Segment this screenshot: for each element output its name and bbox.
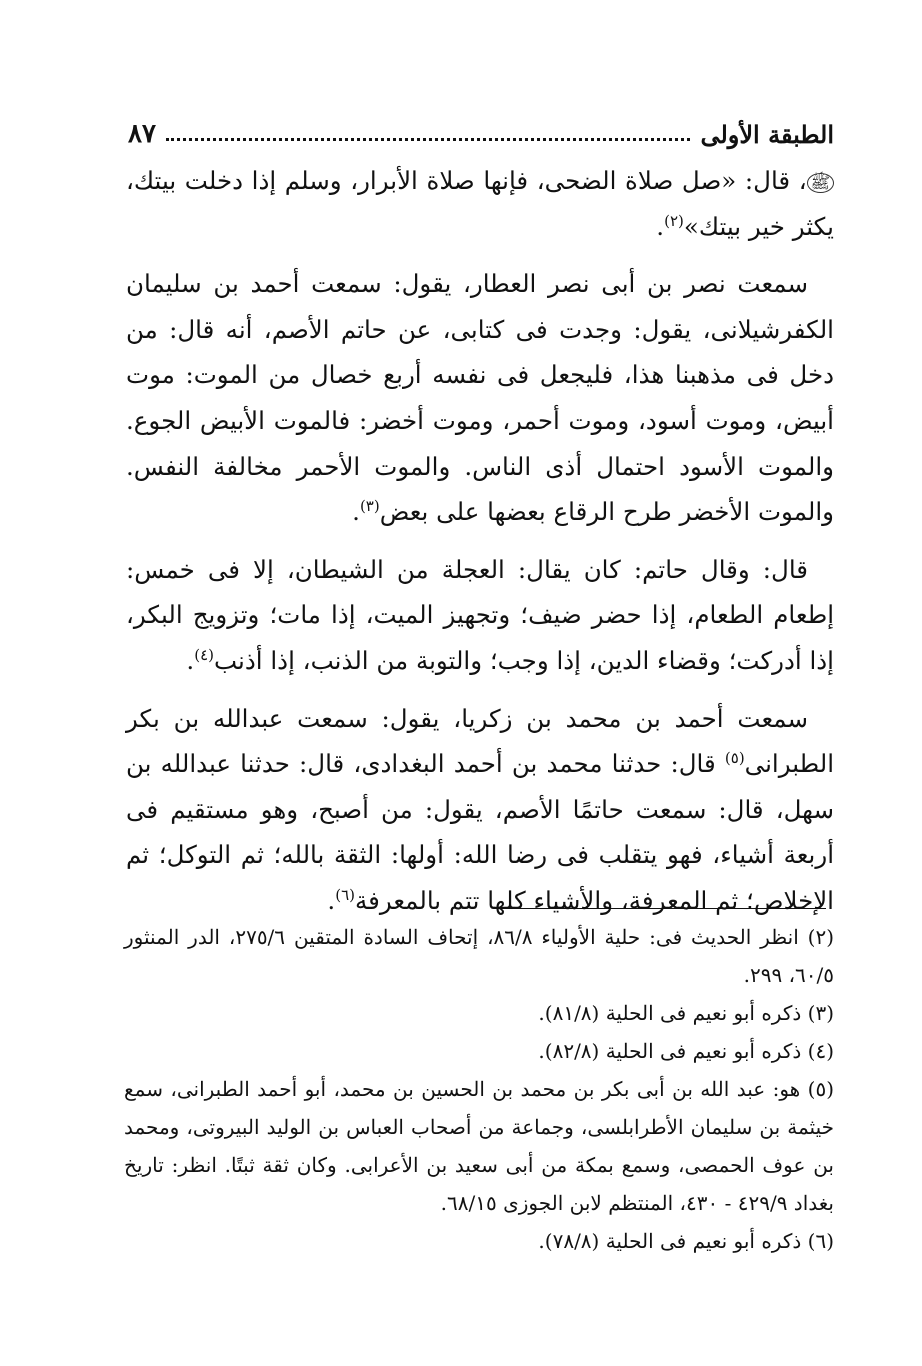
running-header <box>128 112 834 156</box>
footnote-ref-6: (٦) <box>335 885 355 904</box>
footnote-4: (٤) ذكره أبو نعيم فى الحلية (٨٢/٨). <box>538 1039 834 1063</box>
footnotes <box>124 918 834 1260</box>
paragraph-3-end: . <box>186 645 195 675</box>
pbuh-honorific: ﷺ <box>807 173 834 193</box>
main-text <box>126 158 834 924</box>
page-number: ٨٧ <box>128 119 156 149</box>
paragraph-1 <box>126 158 834 249</box>
paragraph-4-text-a: سمعت أحمد بن محمد بن زكريا، يقول: سمعت عبدالله بن بكر الطبرانى <box>126 703 834 779</box>
footnote-ref-4: (٤) <box>194 645 214 664</box>
footnote-2: (٢) انظر الحديث فى: حلية الأولياء ٨٦/٨، إتحاف السادة المتقين ٢٧٥/٦، الدر المنثور ٦٠/٥، ٢٩٩. <box>124 925 835 987</box>
footnote-5: (٥) هو: عبد الله بن أبى بكر بن محمد بن الحسين بن محمد، أبو أحمد الطبرانى، سمع خيثمة بن سليمان الأطرابلسى، وجماعة من أصحاب العباس بن الوليد البيروتى، ومحمد بن عوف الحمصى، وسمع بمكة من أبى سعيد بن الأعرابى. وكان ثقة ثبتًا. انظر: تاريخ بغداد ٤٢٩/٩ - ٤٣٠، المنتظم لابن الجوزى ٦٨/١٥. <box>124 1077 834 1215</box>
paragraph-4-end: . <box>327 885 336 915</box>
paragraph-3-text: قال: وقال حاتم: كان يقال: العجلة من الشيطان، إلا فى خمس: إطعام الطعام، إذا حضر ضيف؛ وتجهيز الميت، إذا مات؛ وتزويج البكر، إذا أدركت؛ وقضاء الدين، إذا وجب؛ والتوبة من الذنب، إذا أذنب <box>126 554 834 675</box>
header-leader-dots <box>166 128 691 141</box>
paragraph-4 <box>126 696 834 924</box>
footnote-ref-5: (٥) <box>724 748 745 767</box>
paragraph-1-text: ، قال: «صل صلاة الضحى، فإنها صلاة الأبرار، وسلم إذا دخلت بيتك، يكثر خير بيتك» <box>126 166 834 241</box>
footnote-separator <box>496 908 826 909</box>
footnote-ref-2: (٢) <box>664 211 684 230</box>
paragraph-1-end: . <box>656 211 665 241</box>
paragraph-2-text: سمعت نصر بن أبى نصر العطار، يقول: سمعت أحمد بن سليمان الكفرشيلانى، يقول: وجدت فى كتابى، عن حاتم الأصم، أنه قال: من دخل فى مذهبنا هذا، فليجعل فى نفسه أربع خصال من الموت: موت أبيض، وموت أسود، وموت أحمر، وموت أخضر: فالموت الأبيض الجوع. والموت الأسود احتمال أذى الناس. والموت الأحمر مخالفة النفس. والموت الأخضر طرح الرقاع بعضها على بعض <box>126 269 834 527</box>
footnote-3: (٣) ذكره أبو نعيم فى الحلية (٨١/٨). <box>538 1001 834 1025</box>
footnote-ref-3: (٣) <box>359 497 380 515</box>
chapter-title: الطبقة الأولى <box>700 119 834 149</box>
footnote-6: (٦) ذكره أبو نعيم فى الحلية (٧٨/٨). <box>538 1229 834 1253</box>
paragraph-2 <box>126 261 834 535</box>
paragraph-4-text-b: قال: حدثنا محمد بن أحمد البغدادى، قال: حدثنا عبدالله بن سهل، قال: سمعت حاتمًا الأصم، يقول: من أصبح، وهو مستقيم فى أربعة أشياء، فهو يتقلب فى رضا الله: أولها: الثقة بالله؛ ثم التوكل؛ ثم الإخلاص؛ ثم المعرفة، والأشياء كلها تتم بالمعرفة <box>126 749 834 915</box>
paragraph-3 <box>126 547 834 684</box>
paragraph-2-end: . <box>352 497 360 527</box>
